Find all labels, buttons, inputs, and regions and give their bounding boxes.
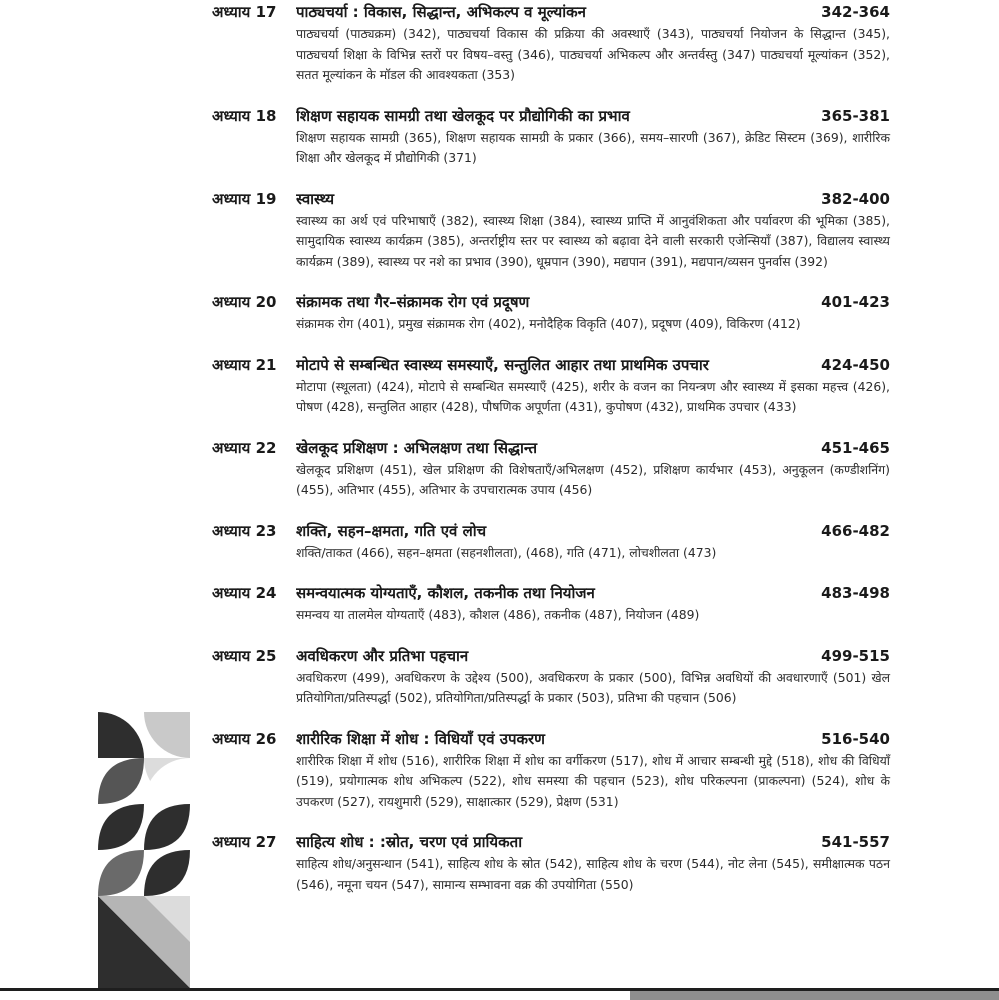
chapter-title: शारीरिक शिक्षा में शोध : विधियाँ एवं उपकरण <box>296 729 546 748</box>
toc-entry[interactable] <box>212 832 890 895</box>
chapter-page-range: 342-364 <box>821 3 890 21</box>
deco-leaf-shape <box>144 804 190 850</box>
chapter-page-range: 382-400 <box>821 189 890 208</box>
deco-quarter-circle-shape <box>98 712 144 758</box>
deco-quarter-circle-shape <box>144 712 190 758</box>
toc-entry-heading <box>212 189 890 209</box>
toc-entry[interactable] <box>212 729 890 813</box>
table-of-contents <box>212 2 890 915</box>
chapter-title: खेलकूद प्रशिक्षण : अभिलक्षण तथा सिद्धान्त <box>296 438 538 457</box>
toc-entry-heading <box>212 583 890 603</box>
chapter-title: पाठ्यचर्या : विकास, सिद्धान्त, अभिकल्प व मूल्यांकन <box>296 3 586 21</box>
chapter-label: अध्याय 23 <box>212 521 277 540</box>
chapter-title: संक्रामक तथा गैर–संक्रामक रोग एवं प्रदूषण <box>296 293 530 311</box>
chapter-page-range: 401-423 <box>821 293 890 311</box>
chapter-label: अध्याय 21 <box>212 355 277 374</box>
chapter-title: स्वास्थ्य <box>296 189 335 208</box>
deco-leaf-shape <box>98 850 144 896</box>
chapter-topics: शक्ति/ताकत (466), सहन–क्षमता (सहनशीलता), (468), गति (471), लोचशीलता (473) <box>296 544 717 560</box>
toc-entry-heading <box>212 106 890 126</box>
toc-entry-heading <box>212 729 890 749</box>
chapter-title: मोटापे से सम्बन्धित स्वास्थ्य समस्याएँ, सन्तुलित आहार तथा प्राथमिक उपचार <box>296 355 709 374</box>
toc-entry[interactable] <box>212 355 890 418</box>
toc-entry[interactable] <box>212 438 890 501</box>
chapter-label: अध्याय 25 <box>212 646 277 665</box>
chapter-title: शिक्षण सहायक सामग्री तथा खेलकूद पर प्रौद्योगिकी का प्रभाव <box>296 106 630 125</box>
decorative-geometric-pattern <box>98 712 190 988</box>
toc-entry-heading <box>212 521 890 541</box>
chapter-label: अध्याय 17 <box>212 3 277 21</box>
chapter-title: अवधिकरण और प्रतिभा पहचान <box>296 646 469 665</box>
chapter-page-range: 466-482 <box>821 521 890 540</box>
chapter-page-range: 516-540 <box>821 729 890 748</box>
toc-entry-heading <box>212 2 890 22</box>
toc-entry[interactable] <box>212 292 890 335</box>
chapter-page-range: 483-498 <box>821 584 890 602</box>
chapter-label: अध्याय 27 <box>212 833 277 851</box>
toc-entry[interactable] <box>212 583 890 626</box>
toc-entry-heading <box>212 292 890 312</box>
chapter-page-range: 541-557 <box>821 833 890 851</box>
bottom-tab-bar <box>630 991 999 1000</box>
chapter-topics: समन्वय या तालमेल योग्यताएँ (483), कौशल (486), तकनीक (487), नियोजन (489) <box>296 607 700 622</box>
chapter-title: शक्ति, सहन–क्षमता, गति एवं लोच <box>296 521 487 540</box>
chapter-label: अध्याय 26 <box>212 729 277 748</box>
toc-entry[interactable] <box>212 646 890 709</box>
chapter-page-range: 365-381 <box>821 106 890 125</box>
chapter-topics: अवधिकरण (499), अवधिकरण के उद्देश्य (500), अवधिकरण के प्रकार (500), विभिन्न अवधियों की अवधारणाएँ (501) खेल प्रतियोगिता/प्रतिस्पर्द्धा (502), प्रतियोगिता/प्रतिस्पर्द्धा के प्रकार (503), प्रतिभा की पहचान (506) <box>296 669 890 705</box>
chapter-label: अध्याय 24 <box>212 584 277 602</box>
toc-entry-heading <box>212 832 890 852</box>
chapter-page-range: 499-515 <box>821 646 890 665</box>
deco-leaf-shape <box>98 804 144 850</box>
chapter-label: अध्याय 22 <box>212 438 277 457</box>
chapter-topics: खेलकूद प्रशिक्षण (451), खेल प्रशिक्षण की विशेषताएँ/अभिलक्षण (452), प्रशिक्षण कार्यभार (453), अनुकूलन (कण्डीशनिंग) (455), अतिभार (455), अतिभार के उपचारात्मक उपाय (456) <box>296 461 890 497</box>
chapter-topics: मोटापा (स्थूलता) (424), मोटापे से सम्बन्धित समस्याएँ (425), शरीर के वजन का नियन्त्रण और स्वास्थ्य में इसका महत्त्व (426), पोषण (428), सन्तुलित आहार (428), पौषणिक अपूर्णता (431), कुपोषण (432), प्राथमिक उपचार (433) <box>296 378 890 414</box>
toc-entry[interactable] <box>212 2 890 86</box>
chapter-topics: शारीरिक शिक्षा में शोध (516), शारीरिक शिक्षा में शोध का वर्गीकरण (517), शोध में आचार सम्बन्धी मुद्दे (518), शोध की विधियाँ (519), प्रयोगात्मक शोध अभिकल्प (522), शोध समस्या की पहचान (523), शोध परिकल्पना (प्राकल्पना) (524), शोध के उपकरण (527), रायशुमारी (529), साक्षात्कार (529), प्रेक्षण (531) <box>296 752 890 809</box>
toc-entry[interactable] <box>212 106 890 169</box>
chapter-topics: शिक्षण सहायक सामग्री (365), शिक्षण सहायक सामग्री के प्रकार (366), समय–सारणी (367), क्रेडिट सिस्टम (369), शारीरिक शिक्षा और खेलकूद में प्रौद्योगिकी (371) <box>296 129 890 165</box>
chapter-title: समन्वयात्मक योग्यताएँ, कौशल, तकनीक तथा नियोजन <box>296 584 595 602</box>
deco-leaf-shape <box>98 758 144 804</box>
toc-entry[interactable] <box>212 189 890 273</box>
toc-entry-heading <box>212 355 890 375</box>
chapter-label: अध्याय 18 <box>212 106 277 125</box>
chapter-topics: संक्रामक रोग (401), प्रमुख संक्रामक रोग (402), मनोदैहिक विकृति (407), प्रदूषण (409), विकिरण (412) <box>296 316 801 331</box>
toc-entry-heading <box>212 646 890 666</box>
chapter-label: अध्याय 19 <box>212 189 277 208</box>
chapter-topics: पाठ्यचर्या (पाठ्यक्रम) (342), पाठ्यचर्या विकास की प्रक्रिया की अवस्थाएँ (343), पाठ्यचर्या नियोजन के सिद्धान्त (345), पाठ्यचर्या शिक्षा के विभिन्न स्तरों पर विषय–वस्तु (346), पाठ्यचर्या अभिकल्प और अन्तर्वस्तु (347) पाठ्यचर्या मूल्यांकन (352), सतत मूल्यांकन के मॉडल की आवश्यकता (353) <box>296 26 890 82</box>
chapter-page-range: 451-465 <box>821 438 890 457</box>
chapter-topics: साहित्य शोध/अनुसन्धान (541), साहित्य शोध के स्रोत (542), साहित्य शोध के चरण (544), नोट लेना (545), समीक्षात्मक पठन (546), नमूना चयन (547), सामान्य सम्भावना वक्र की उपयोगिता (550) <box>296 856 890 892</box>
chapter-label: अध्याय 20 <box>212 293 277 311</box>
deco-leaf-shape <box>144 850 190 896</box>
chapter-topics: स्वास्थ्य का अर्थ एवं परिभाषाएँ (382), स्वास्थ्य शिक्षा (384), स्वास्थ्य प्राप्ति में आनुवंशिकता और पर्यावरण की भूमिका (385), सामुदायिक स्वास्थ्य कार्यक्रम (385), अन्तर्राष्ट्रीय स्तर पर स्वास्थ्य को बढ़ावा देने वाली सरकारी एजेन्सियाँ (387), विद्यालय स्वास्थ्य कार्यक्रम (389), स्वास्थ्य पर नशे का प्रभाव (390), धूम्रपान (390), मद्यपान (391), मद्यपान/व्यसन पुनर्वास (392) <box>296 212 890 269</box>
chapter-title: साहित्य शोध : :स्रोत, चरण एवं प्रायिकता <box>296 833 523 851</box>
chapter-page-range: 424-450 <box>821 355 890 374</box>
toc-entry[interactable] <box>212 521 890 564</box>
toc-entry-heading <box>212 438 890 458</box>
